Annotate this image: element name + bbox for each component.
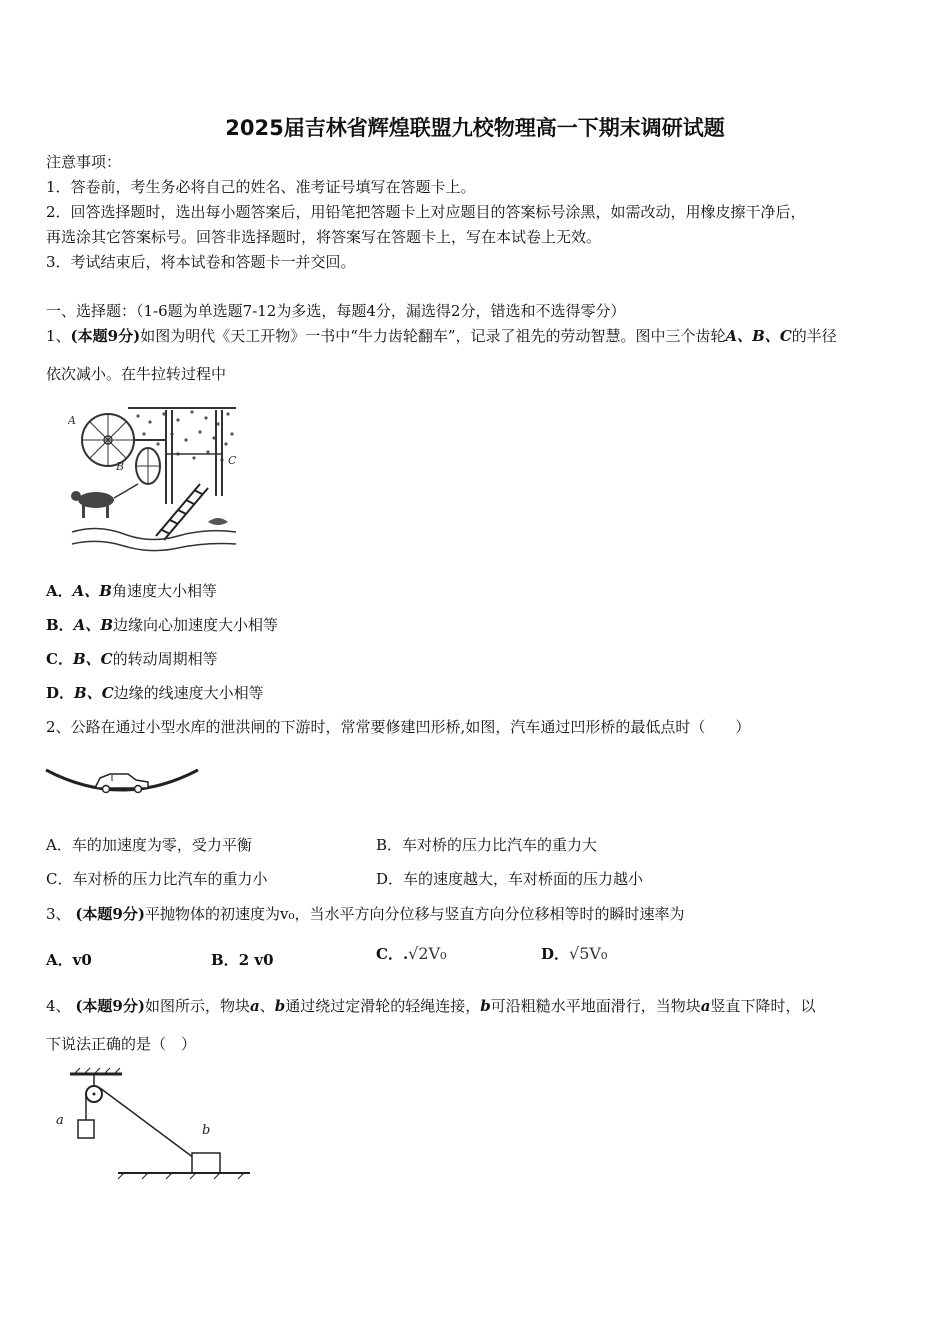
- question-2: 2、公路在通过小型水库的泄洪闸的下游时，常常要修建凹形桥,如图，汽车通过凹形桥的最低点时（ ）: [46, 718, 751, 736]
- q3-option-c: C．.√2V₀: [376, 944, 447, 963]
- q3-option-b: B．2 v0: [211, 951, 274, 969]
- figure-label-b: B: [116, 460, 125, 473]
- q3-option-a: A．v0: [46, 951, 92, 969]
- page-title: 2025届吉林省辉煌联盟九校物理高一下期末调研试题: [225, 116, 725, 140]
- notice-item: 再选涂其它答案标号。回答非选择题时，将答案写在答题卡上，写在本试卷上无效。: [46, 228, 602, 246]
- notice-heading: 注意事项：: [46, 153, 122, 171]
- q1-points: (本题9分): [70, 327, 141, 345]
- figure-label-a: A: [68, 414, 76, 427]
- ox-waterwheel-figure: [68, 404, 240, 556]
- figure-label-block-b: b: [202, 1123, 211, 1138]
- q2-option-c: C．车对桥的压力比汽车的重力小: [46, 870, 268, 888]
- q3-option-d: D．√5V₀: [541, 944, 608, 963]
- pulley-figure: [50, 1064, 254, 1182]
- q1-option-d: D．B、C边缘的线速度大小相等: [46, 684, 264, 702]
- figure-label-c: C: [228, 454, 237, 467]
- question-1-line-1: [46, 326, 837, 346]
- notice-item: 1．答卷前，考生务必将自己的姓名、准考证号填写在答题卡上。: [46, 178, 476, 196]
- question-4-line-1: 4、 (本题9分)如图所示，物块a、b通过绕过定滑轮的轻绳连接，b可沿粗糙水平地面滑行，当物块a竖直下降时，以: [46, 997, 816, 1015]
- figure-label-block-a: a: [56, 1113, 64, 1128]
- q1-option-c: C．B、C的转动周期相等: [46, 650, 218, 668]
- section-heading: 一、选择题：（1-6题为单选题7-12为多选，每题4分，漏选得2分，错选和不选得零分）: [46, 302, 626, 320]
- q2-option-a: A．车的加速度为零，受力平衡: [46, 836, 252, 854]
- notice-item: 3．考试结束后，将本试卷和答题卡一并交回。: [46, 253, 356, 271]
- question-3: 3、 (本题9分)平抛物体的初速度为v₀，当水平方向分位移与竖直方向分位移相等时的瞬时速率为: [46, 905, 685, 923]
- question-1-line-2: 依次减小。在牛拉转过程中: [46, 365, 227, 383]
- q1-prefix: 1、: [46, 327, 71, 345]
- q2-option-d: D．车的速度越大，车对桥面的压力越小: [376, 870, 644, 888]
- notice-item: 2．回答选择题时，选出每小题答案后，用铅笔把答题卡上对应题目的答案标号涂黑，如需改动，用橡皮擦干净后，: [46, 203, 806, 221]
- q1-option-a: A．A、B角速度大小相等: [46, 582, 217, 600]
- q1-text: 如图为明代《天工开物》一书中“牛力齿轮翻车”，记录了祖先的劳动智慧。图中三个齿轮: [140, 327, 726, 345]
- q1-letters: A、B、C: [725, 327, 792, 345]
- question-4-line-2: 下说法正确的是（ ）: [46, 1035, 197, 1053]
- q1-option-b: B．A、B边缘向心加速度大小相等: [46, 616, 279, 634]
- concave-bridge-figure: [44, 764, 200, 796]
- q1-text-end: 的半径: [791, 327, 837, 345]
- q2-option-b: B．车对桥的压力比汽车的重力大: [376, 836, 598, 854]
